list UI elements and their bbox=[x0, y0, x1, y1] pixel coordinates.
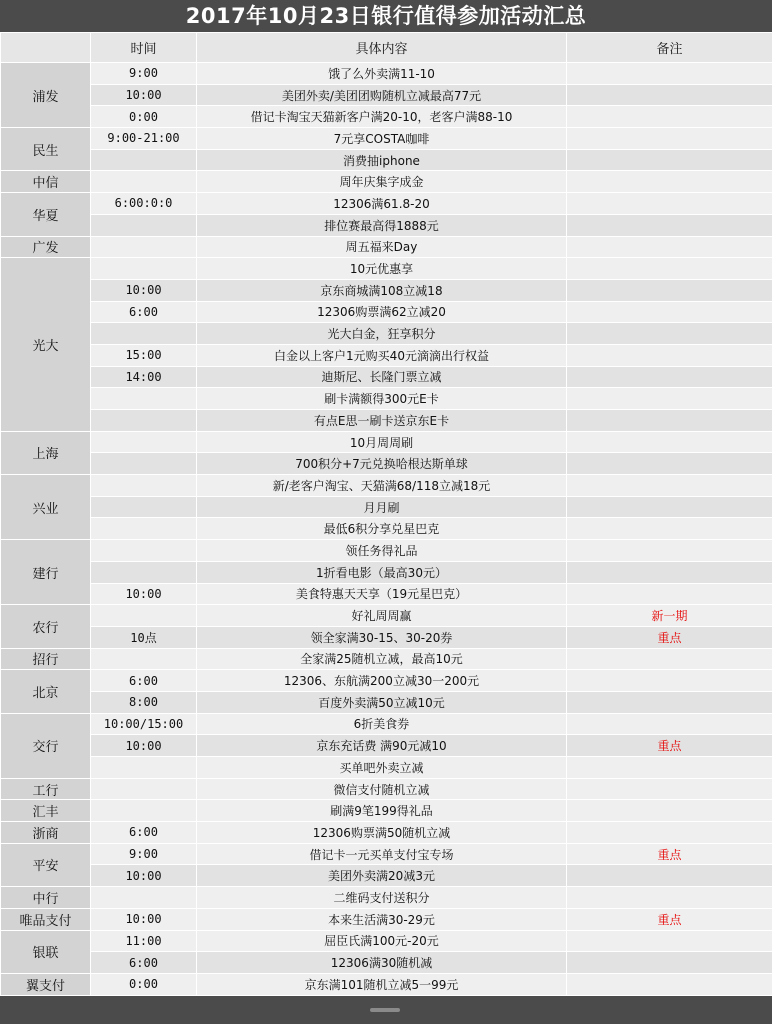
content-cell: 12306购票满62立减20 bbox=[197, 301, 567, 323]
note-cell: 重点 bbox=[567, 908, 772, 930]
note-cell bbox=[567, 258, 772, 280]
bank-name: 光大 bbox=[1, 258, 91, 432]
table-row bbox=[1, 431, 772, 453]
note-cell bbox=[567, 973, 772, 995]
content-cell: 美食特惠天天享（19元星巴克） bbox=[197, 583, 567, 605]
note-cell bbox=[567, 388, 772, 410]
time-cell bbox=[91, 431, 197, 453]
note-cell bbox=[567, 149, 772, 171]
note-cell: 新一期 bbox=[567, 605, 772, 627]
table-row bbox=[1, 84, 772, 106]
bank-name: 唯品支付 bbox=[1, 908, 91, 930]
note-cell bbox=[567, 214, 772, 236]
content-cell: 周年庆集字成金 bbox=[197, 171, 567, 193]
table-row bbox=[1, 670, 772, 692]
bank-name: 广发 bbox=[1, 236, 91, 258]
table-row bbox=[1, 973, 772, 995]
time-cell: 15:00 bbox=[91, 344, 197, 366]
note-cell bbox=[567, 323, 772, 345]
content-cell: 迪斯尼、长隆门票立减 bbox=[197, 366, 567, 388]
note-cell bbox=[567, 193, 772, 215]
note-cell: 重点 bbox=[567, 735, 772, 757]
note-cell bbox=[567, 713, 772, 735]
content-cell: 白金以上客户1元购买40元滴滴出行权益 bbox=[197, 344, 567, 366]
note-cell bbox=[567, 691, 772, 713]
content-cell: 本来生活满30-29元 bbox=[197, 908, 567, 930]
bank-name: 工行 bbox=[1, 778, 91, 800]
content-cell: 京东充话费 满90元减10 bbox=[197, 735, 567, 757]
content-cell: 京东商城满108立减18 bbox=[197, 279, 567, 301]
table-row bbox=[1, 691, 772, 713]
page-title: 2017年10月23日银行值得参加活动汇总 bbox=[185, 4, 587, 28]
table-row bbox=[1, 279, 772, 301]
content-cell: 有点E思一刷卡送京东E卡 bbox=[197, 410, 567, 432]
time-cell: 0:00 bbox=[91, 973, 197, 995]
table-row bbox=[1, 930, 772, 952]
table-row bbox=[1, 496, 772, 518]
note-cell bbox=[567, 410, 772, 432]
content-cell: 好礼周周赢 bbox=[197, 605, 567, 627]
time-cell bbox=[91, 453, 197, 475]
time-cell: 6:00 bbox=[91, 952, 197, 974]
time-cell bbox=[91, 258, 197, 280]
note-cell bbox=[567, 431, 772, 453]
time-cell bbox=[91, 757, 197, 779]
table-row bbox=[1, 301, 772, 323]
time-cell: 10:00 bbox=[91, 583, 197, 605]
content-cell: 屈臣氏满100元-20元 bbox=[197, 930, 567, 952]
content-cell: 排位赛最高得1888元 bbox=[197, 214, 567, 236]
content-cell: 700积分+7元兑换哈根达斯单球 bbox=[197, 453, 567, 475]
table-row bbox=[1, 128, 772, 150]
time-cell bbox=[91, 778, 197, 800]
time-cell: 10:00 bbox=[91, 865, 197, 887]
bank-name: 上海 bbox=[1, 431, 91, 474]
note-cell bbox=[567, 475, 772, 497]
table-row bbox=[1, 648, 772, 670]
note-cell bbox=[567, 887, 772, 909]
table-row bbox=[1, 735, 772, 757]
note-cell bbox=[567, 930, 772, 952]
note-cell bbox=[567, 518, 772, 540]
note-cell bbox=[567, 952, 772, 974]
time-cell: 10:00 bbox=[91, 908, 197, 930]
header-bank bbox=[1, 33, 91, 63]
time-cell bbox=[91, 171, 197, 193]
table-row bbox=[1, 106, 772, 128]
time-cell bbox=[91, 236, 197, 258]
bottom-bar bbox=[0, 1002, 772, 1024]
table-row bbox=[1, 410, 772, 432]
table-row bbox=[1, 63, 772, 85]
content-cell: 领任务得礼品 bbox=[197, 540, 567, 562]
table-row bbox=[1, 800, 772, 822]
content-cell: 光大白金，狂享积分 bbox=[197, 323, 567, 345]
table-row bbox=[1, 713, 772, 735]
time-cell: 10:00/15:00 bbox=[91, 713, 197, 735]
bank-name: 农行 bbox=[1, 605, 91, 648]
time-cell bbox=[91, 388, 197, 410]
note-cell bbox=[567, 800, 772, 822]
note-cell bbox=[567, 822, 772, 844]
bank-name: 招行 bbox=[1, 648, 91, 670]
note-cell bbox=[567, 63, 772, 85]
content-cell: 借记卡淘宝天猫新客户满20-10，老客户满88-10 bbox=[197, 106, 567, 128]
bank-name: 平安 bbox=[1, 843, 91, 886]
content-cell: 12306购票满50随机立减 bbox=[197, 822, 567, 844]
table-row bbox=[1, 214, 772, 236]
content-cell: 借记卡一元买单支付宝专场 bbox=[197, 843, 567, 865]
table-body bbox=[1, 63, 772, 996]
bank-name: 浙商 bbox=[1, 822, 91, 844]
table-row bbox=[1, 822, 772, 844]
table-row bbox=[1, 778, 772, 800]
content-cell: 买单吧外卖立减 bbox=[197, 757, 567, 779]
content-cell: 12306满30随机减 bbox=[197, 952, 567, 974]
content-cell: 刷卡满额得300元E卡 bbox=[197, 388, 567, 410]
content-cell: 12306、东航满200立减30一200元 bbox=[197, 670, 567, 692]
table-row bbox=[1, 453, 772, 475]
scroll-handle[interactable] bbox=[370, 1008, 400, 1012]
bank-name: 华夏 bbox=[1, 193, 91, 236]
table-row bbox=[1, 757, 772, 779]
table-row bbox=[1, 344, 772, 366]
content-cell: 10月周周刷 bbox=[197, 431, 567, 453]
table-row bbox=[1, 540, 772, 562]
note-cell: 重点 bbox=[567, 843, 772, 865]
time-cell: 10点 bbox=[91, 626, 197, 648]
time-cell bbox=[91, 800, 197, 822]
note-cell bbox=[567, 865, 772, 887]
content-cell: 领全家满30-15、30-20券 bbox=[197, 626, 567, 648]
note-cell bbox=[567, 757, 772, 779]
time-cell: 6:00 bbox=[91, 822, 197, 844]
time-cell bbox=[91, 518, 197, 540]
time-cell: 6:00 bbox=[91, 670, 197, 692]
table-row bbox=[1, 388, 772, 410]
content-cell: 月月刷 bbox=[197, 496, 567, 518]
table-row bbox=[1, 887, 772, 909]
table-header-row bbox=[1, 33, 772, 63]
content-cell: 最低6积分享兑星巴克 bbox=[197, 518, 567, 540]
time-cell bbox=[91, 496, 197, 518]
bank-name: 交行 bbox=[1, 713, 91, 778]
time-cell: 10:00 bbox=[91, 279, 197, 301]
table-row bbox=[1, 952, 772, 974]
table-row bbox=[1, 626, 772, 648]
time-cell bbox=[91, 605, 197, 627]
note-cell bbox=[567, 301, 772, 323]
table-row bbox=[1, 366, 772, 388]
time-cell: 9:00 bbox=[91, 843, 197, 865]
time-cell bbox=[91, 540, 197, 562]
time-cell bbox=[91, 648, 197, 670]
bank-name: 银联 bbox=[1, 930, 91, 973]
table-row bbox=[1, 518, 772, 540]
time-cell bbox=[91, 214, 197, 236]
bank-name: 中行 bbox=[1, 887, 91, 909]
time-cell: 9:00-21:00 bbox=[91, 128, 197, 150]
content-cell: 二维码支付送积分 bbox=[197, 887, 567, 909]
note-cell bbox=[567, 561, 772, 583]
content-cell: 10元优惠享 bbox=[197, 258, 567, 280]
time-cell bbox=[91, 561, 197, 583]
note-cell bbox=[567, 778, 772, 800]
content-cell: 全家满25随机立减，最高10元 bbox=[197, 648, 567, 670]
bank-name: 翼支付 bbox=[1, 973, 91, 995]
bank-name: 浦发 bbox=[1, 63, 91, 128]
time-cell bbox=[91, 887, 197, 909]
content-cell: 美团外卖/美团团购随机立减最高77元 bbox=[197, 84, 567, 106]
content-cell: 刷满9笔199得礼品 bbox=[197, 800, 567, 822]
content-cell: 1折看电影（最高30元） bbox=[197, 561, 567, 583]
time-cell bbox=[91, 323, 197, 345]
time-cell: 0:00 bbox=[91, 106, 197, 128]
note-cell bbox=[567, 453, 772, 475]
note-cell bbox=[567, 236, 772, 258]
time-cell: 6:00:0:0 bbox=[91, 193, 197, 215]
content-cell: 美团外卖满20减3元 bbox=[197, 865, 567, 887]
table-row bbox=[1, 171, 772, 193]
bank-name: 北京 bbox=[1, 670, 91, 713]
table-row bbox=[1, 583, 772, 605]
note-cell bbox=[567, 171, 772, 193]
note-cell bbox=[567, 84, 772, 106]
time-cell: 9:00 bbox=[91, 63, 197, 85]
content-cell: 6折美食券 bbox=[197, 713, 567, 735]
table-row bbox=[1, 605, 772, 627]
time-cell bbox=[91, 149, 197, 171]
table-row bbox=[1, 258, 772, 280]
header-time: 时间 bbox=[91, 33, 197, 63]
bank-name: 汇丰 bbox=[1, 800, 91, 822]
table-row bbox=[1, 323, 772, 345]
note-cell bbox=[567, 128, 772, 150]
note-cell bbox=[567, 670, 772, 692]
note-cell bbox=[567, 366, 772, 388]
table-row bbox=[1, 236, 772, 258]
bank-name: 民生 bbox=[1, 128, 91, 171]
content-cell: 消费抽iphone bbox=[197, 149, 567, 171]
content-cell: 饿了么外卖满11-10 bbox=[197, 63, 567, 85]
note-cell bbox=[567, 344, 772, 366]
content-cell: 12306满61.8-20 bbox=[197, 193, 567, 215]
time-cell: 10:00 bbox=[91, 84, 197, 106]
table-row bbox=[1, 149, 772, 171]
time-cell: 11:00 bbox=[91, 930, 197, 952]
time-cell: 6:00 bbox=[91, 301, 197, 323]
time-cell bbox=[91, 475, 197, 497]
bank-name: 中信 bbox=[1, 171, 91, 193]
header-note: 备注 bbox=[567, 33, 772, 63]
activity-table bbox=[0, 32, 772, 996]
note-cell bbox=[567, 496, 772, 518]
content-cell: 新/老客户淘宝、天猫满68/118立减18元 bbox=[197, 475, 567, 497]
content-cell: 7元享COSTA咖啡 bbox=[197, 128, 567, 150]
header-content: 具体内容 bbox=[197, 33, 567, 63]
time-cell bbox=[91, 410, 197, 432]
bank-name: 建行 bbox=[1, 540, 91, 605]
note-cell bbox=[567, 540, 772, 562]
table-row bbox=[1, 475, 772, 497]
note-cell bbox=[567, 106, 772, 128]
time-cell: 10:00 bbox=[91, 735, 197, 757]
note-cell: 重点 bbox=[567, 626, 772, 648]
bank-name: 兴业 bbox=[1, 475, 91, 540]
note-cell bbox=[567, 583, 772, 605]
note-cell bbox=[567, 279, 772, 301]
content-cell: 微信支付随机立减 bbox=[197, 778, 567, 800]
content-cell: 京东满101随机立减5一99元 bbox=[197, 973, 567, 995]
time-cell: 8:00 bbox=[91, 691, 197, 713]
content-cell: 周五福来Day bbox=[197, 236, 567, 258]
table-row bbox=[1, 908, 772, 930]
time-cell: 14:00 bbox=[91, 366, 197, 388]
table-row bbox=[1, 865, 772, 887]
table-row bbox=[1, 843, 772, 865]
table-row bbox=[1, 193, 772, 215]
note-cell bbox=[567, 648, 772, 670]
table-row bbox=[1, 561, 772, 583]
content-cell: 百度外卖满50立减10元 bbox=[197, 691, 567, 713]
